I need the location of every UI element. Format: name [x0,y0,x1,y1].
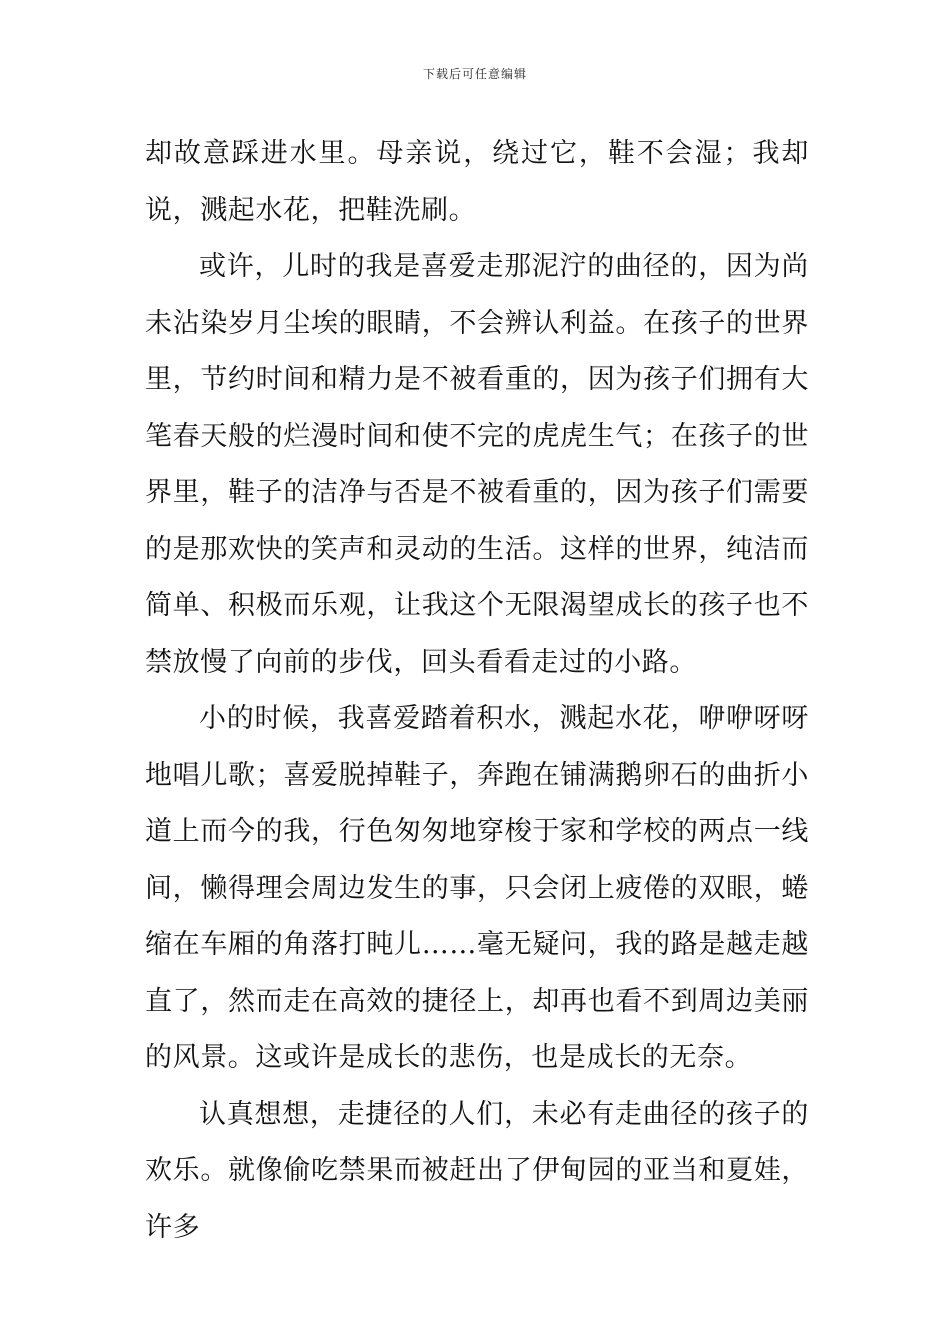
paragraph-3: 小的时候，我喜爱踏着积水，溅起水花，咿咿呀呀地唱儿歌；喜爱脱掉鞋子，奔跑在铺满鹅卵石的曲折小道上而今的我，行色匆匆地穿梭于家和学校的两点一线间，懒得理会周边发生的事，只会闭上疲倦的双眼，蜷缩在车厢的角落打盹儿……毫无疑问，我的路是越走越直了，然而走在高效的捷径上，却再也看不到周边美丽的风景。这或许是成长的悲伤，也是成长的无奈。 [145,703,809,1073]
document-body [145,126,809,1256]
paragraph-1: 却故意踩进水里。母亲说，绕过它，鞋不会湿；我却说，溅起水花，把鞋洗刷。 [145,138,809,226]
paragraph-2: 或许，儿时的我是喜爱走那泥泞的曲径的，因为尚未沾染岁月尘埃的眼睛，不会辨认利益。在孩子的世界里，节约时间和精力是不被看重的，因为孩子们拥有大笔春天般的烂漫时间和使不完的虎虎生气；在孩子的世界里，鞋子的洁净与否是不被看重的，因为孩子们需要的是那欢快的笑声和灵动的生活。这样的世界，纯洁而简单、积极而乐观，让我这个无限渴望成长的孩子也不禁放慢了向前的步伐，回头看看走过的小路。 [145,251,809,678]
page-header: 下载后可任意编辑 [422,67,527,81]
paragraph-4: 认真想想，走捷径的人们，未必有走曲径的孩子的欢乐。就像偷吃禁果而被赶出了伊甸园的亚当和夏娃，许多 [145,1098,809,1243]
